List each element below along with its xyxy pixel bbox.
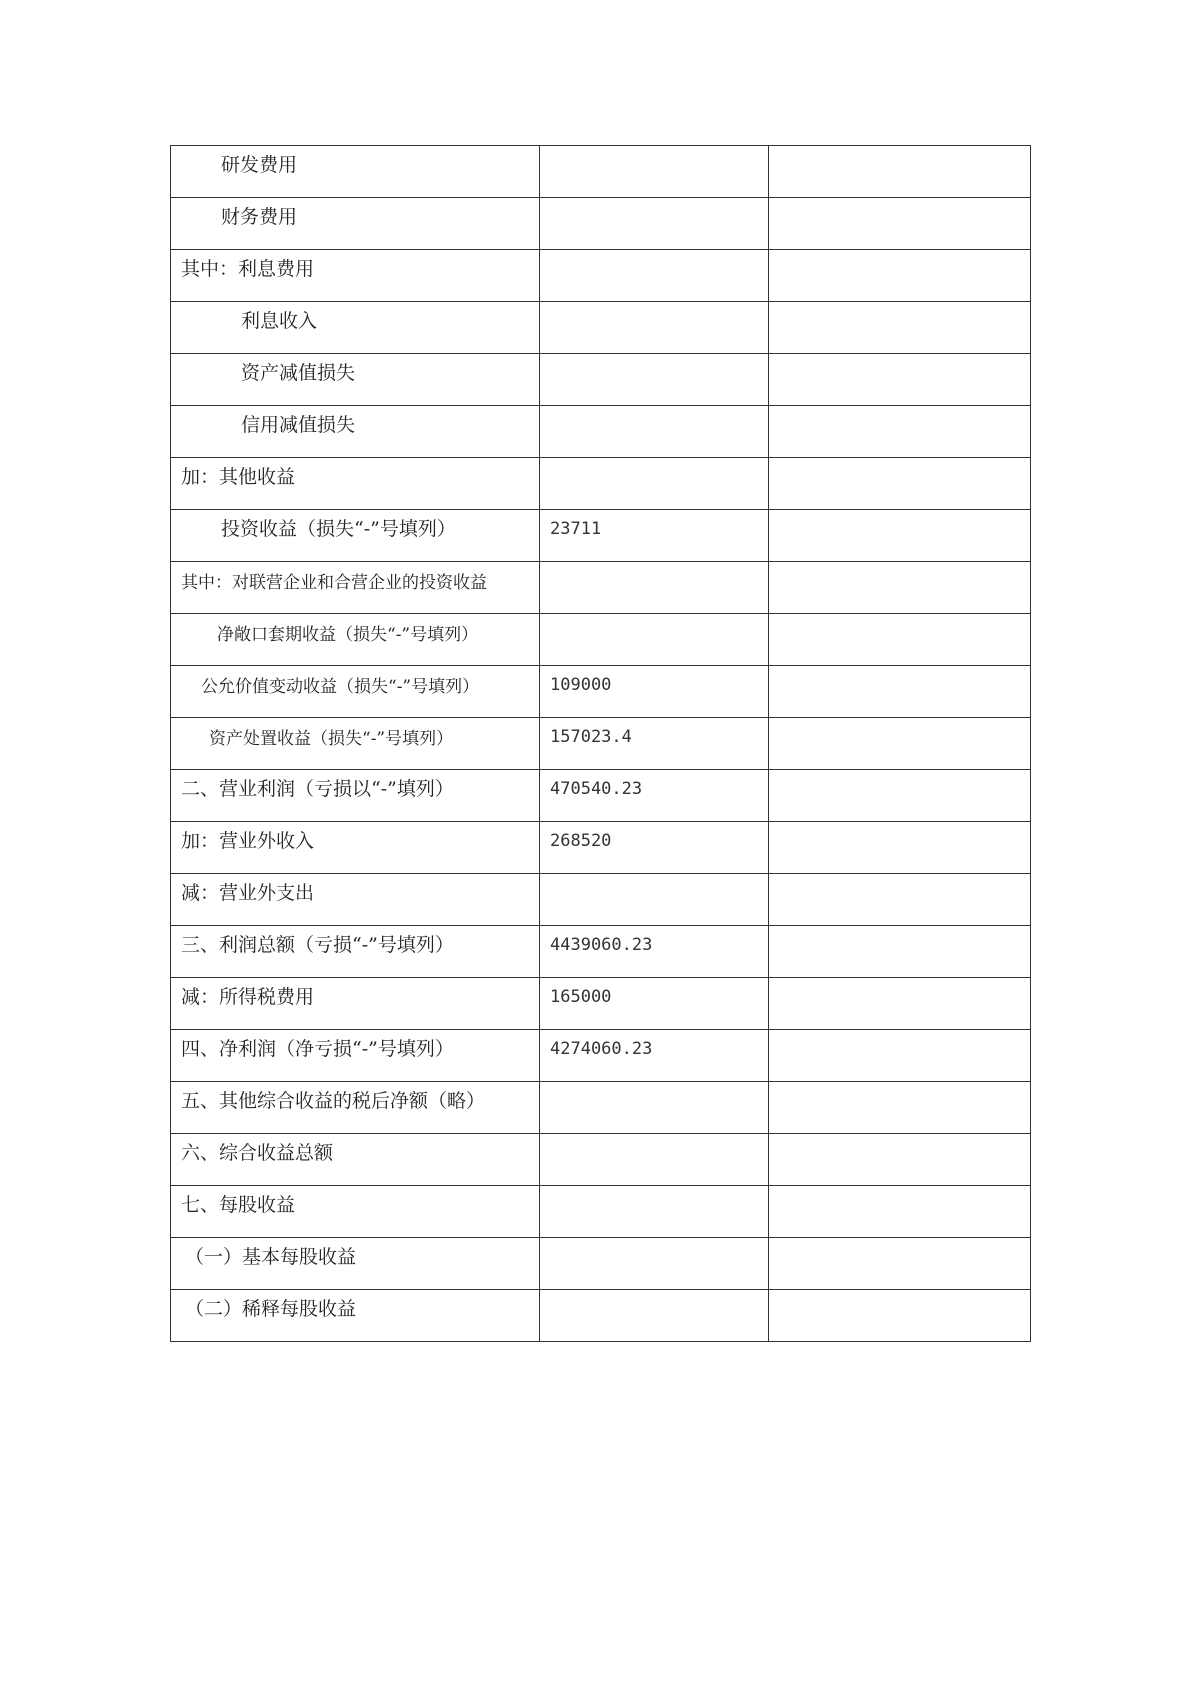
current-amount [550, 354, 758, 362]
item-label: 净敞口套期收益（损失“-”号填列） [217, 625, 479, 645]
previous-amount [779, 614, 1020, 622]
current-amount-cell [540, 666, 769, 718]
current-amount-cell [540, 406, 769, 458]
previous-amount [779, 666, 1020, 674]
table-row [171, 1290, 1031, 1342]
previous-amount-cell [769, 1186, 1031, 1238]
current-amount: 157023.4 [550, 727, 632, 747]
current-amount [550, 1290, 758, 1298]
previous-amount-cell [769, 1030, 1031, 1082]
item-label: 信用减值损失 [241, 414, 356, 436]
previous-amount [779, 822, 1020, 830]
table-row [171, 718, 1031, 770]
previous-amount [779, 874, 1020, 882]
previous-amount [779, 1290, 1020, 1298]
previous-amount [779, 354, 1020, 362]
previous-amount [779, 562, 1020, 570]
item-cell [171, 614, 540, 666]
item-cell [171, 510, 540, 562]
item-cell [171, 458, 540, 510]
current-amount-cell [540, 354, 769, 406]
previous-amount [779, 1186, 1020, 1194]
previous-amount [779, 1082, 1020, 1090]
current-amount [550, 562, 758, 570]
table-row [171, 198, 1031, 250]
table-row [171, 250, 1031, 302]
table-row [171, 302, 1031, 354]
item-cell [171, 718, 540, 770]
previous-amount-cell [769, 874, 1031, 926]
previous-amount [779, 198, 1020, 206]
current-amount [550, 250, 758, 258]
previous-amount-cell [769, 822, 1031, 874]
previous-amount [779, 302, 1020, 310]
previous-amount-cell [769, 1082, 1031, 1134]
current-amount: 268520 [550, 831, 612, 851]
current-amount-cell [540, 146, 769, 198]
previous-amount [779, 146, 1020, 154]
item-cell [171, 1030, 540, 1082]
item-cell [171, 250, 540, 302]
current-amount-cell [540, 822, 769, 874]
item-label: （二）稀释每股收益 [185, 1298, 357, 1320]
current-amount-cell [540, 562, 769, 614]
current-amount [550, 1186, 758, 1194]
item-cell [171, 1238, 540, 1290]
item-cell [171, 406, 540, 458]
current-amount-cell [540, 510, 769, 562]
current-amount [550, 302, 758, 310]
current-amount: 23711 [550, 519, 602, 539]
current-amount-cell [540, 1238, 769, 1290]
current-amount-cell [540, 1082, 769, 1134]
previous-amount-cell [769, 926, 1031, 978]
previous-amount-cell [769, 354, 1031, 406]
previous-amount [779, 458, 1020, 466]
item-label: 公允价值变动收益（损失“-”号填列） [201, 677, 480, 697]
current-amount-cell [540, 1134, 769, 1186]
item-label: 加：其他收益 [181, 466, 296, 488]
previous-amount [779, 1134, 1020, 1142]
item-cell [171, 978, 540, 1030]
item-label: 加：营业外收入 [181, 830, 315, 852]
current-amount-cell [540, 614, 769, 666]
item-label: 其中：对联营企业和合营企业的投资收益 [181, 573, 487, 593]
current-amount-cell [540, 198, 769, 250]
item-cell [171, 874, 540, 926]
item-label: 四、净利润（净亏损“-”号填列） [181, 1038, 454, 1060]
item-cell [171, 1082, 540, 1134]
table-row [171, 666, 1031, 718]
current-amount-cell [540, 718, 769, 770]
previous-amount-cell [769, 458, 1031, 510]
item-label: 七、每股收益 [181, 1194, 296, 1216]
table-row [171, 926, 1031, 978]
previous-amount-cell [769, 718, 1031, 770]
item-label: 六、综合收益总额 [181, 1142, 334, 1164]
current-amount [550, 198, 758, 206]
table-row [171, 770, 1031, 822]
previous-amount-cell [769, 614, 1031, 666]
table-row [171, 1082, 1031, 1134]
table-row [171, 614, 1031, 666]
previous-amount-cell [769, 1134, 1031, 1186]
previous-amount-cell [769, 666, 1031, 718]
current-amount-cell [540, 302, 769, 354]
current-amount [550, 614, 758, 622]
current-amount: 4439060.23 [550, 935, 653, 955]
previous-amount [779, 250, 1020, 258]
item-cell [171, 822, 540, 874]
item-cell [171, 926, 540, 978]
item-label: 三、利润总额（亏损“-”号填列） [181, 934, 454, 956]
item-label: （一）基本每股收益 [185, 1246, 357, 1268]
item-label: 减：所得税费用 [181, 986, 315, 1008]
item-label: 资产处置收益（损失“-”号填列） [209, 729, 454, 749]
current-amount [550, 406, 758, 414]
previous-amount-cell [769, 978, 1031, 1030]
current-amount-cell [540, 874, 769, 926]
income-statement-table [170, 145, 1031, 1342]
current-amount-cell [540, 978, 769, 1030]
current-amount: 165000 [550, 987, 612, 1007]
table-row [171, 822, 1031, 874]
table-row [171, 874, 1031, 926]
item-label: 利息收入 [241, 310, 318, 332]
current-amount-cell [540, 458, 769, 510]
previous-amount-cell [769, 406, 1031, 458]
item-cell [171, 146, 540, 198]
current-amount [550, 1238, 758, 1246]
current-amount [550, 458, 758, 466]
item-cell [171, 770, 540, 822]
table-row [171, 146, 1031, 198]
current-amount [550, 1134, 758, 1142]
item-label: 减：营业外支出 [181, 882, 315, 904]
table-row [171, 1030, 1031, 1082]
current-amount-cell [540, 1290, 769, 1342]
item-cell [171, 1186, 540, 1238]
current-amount-cell [540, 926, 769, 978]
current-amount [550, 1082, 758, 1090]
previous-amount-cell [769, 562, 1031, 614]
item-label: 五、其他综合收益的税后净额（略） [181, 1090, 486, 1112]
previous-amount [779, 1238, 1020, 1246]
previous-amount-cell [769, 510, 1031, 562]
table-row [171, 458, 1031, 510]
current-amount-cell [540, 250, 769, 302]
previous-amount-cell [769, 1238, 1031, 1290]
current-amount-cell [540, 1186, 769, 1238]
current-amount-cell [540, 770, 769, 822]
current-amount: 4274060.23 [550, 1039, 653, 1059]
previous-amount [779, 1030, 1020, 1038]
previous-amount-cell [769, 198, 1031, 250]
item-label: 投资收益（损失“-”号填列） [221, 518, 456, 540]
previous-amount-cell [769, 250, 1031, 302]
item-cell [171, 1290, 540, 1342]
item-cell [171, 562, 540, 614]
current-amount: 470540.23 [550, 779, 643, 799]
table-row [171, 1238, 1031, 1290]
item-label: 研发费用 [221, 154, 298, 176]
table-row [171, 1186, 1031, 1238]
previous-amount [779, 770, 1020, 778]
table-row [171, 978, 1031, 1030]
table-row [171, 354, 1031, 406]
item-label: 二、营业利润（亏损以“-”填列） [181, 778, 454, 800]
item-cell [171, 666, 540, 718]
table-row [171, 510, 1031, 562]
previous-amount [779, 718, 1020, 726]
previous-amount [779, 926, 1020, 934]
table-row [171, 406, 1031, 458]
table-row [171, 1134, 1031, 1186]
previous-amount-cell [769, 770, 1031, 822]
current-amount-cell [540, 1030, 769, 1082]
previous-amount-cell [769, 146, 1031, 198]
previous-amount-cell [769, 302, 1031, 354]
previous-amount [779, 510, 1020, 518]
previous-amount-cell [769, 1290, 1031, 1342]
current-amount [550, 146, 758, 154]
item-cell [171, 354, 540, 406]
item-cell [171, 198, 540, 250]
previous-amount [779, 406, 1020, 414]
table-row [171, 562, 1031, 614]
item-label: 其中：利息费用 [181, 258, 315, 280]
previous-amount [779, 978, 1020, 986]
current-amount [550, 874, 758, 882]
current-amount: 109000 [550, 675, 612, 695]
item-cell [171, 302, 540, 354]
item-label: 财务费用 [221, 206, 298, 228]
item-cell [171, 1134, 540, 1186]
item-label: 资产减值损失 [241, 362, 356, 384]
